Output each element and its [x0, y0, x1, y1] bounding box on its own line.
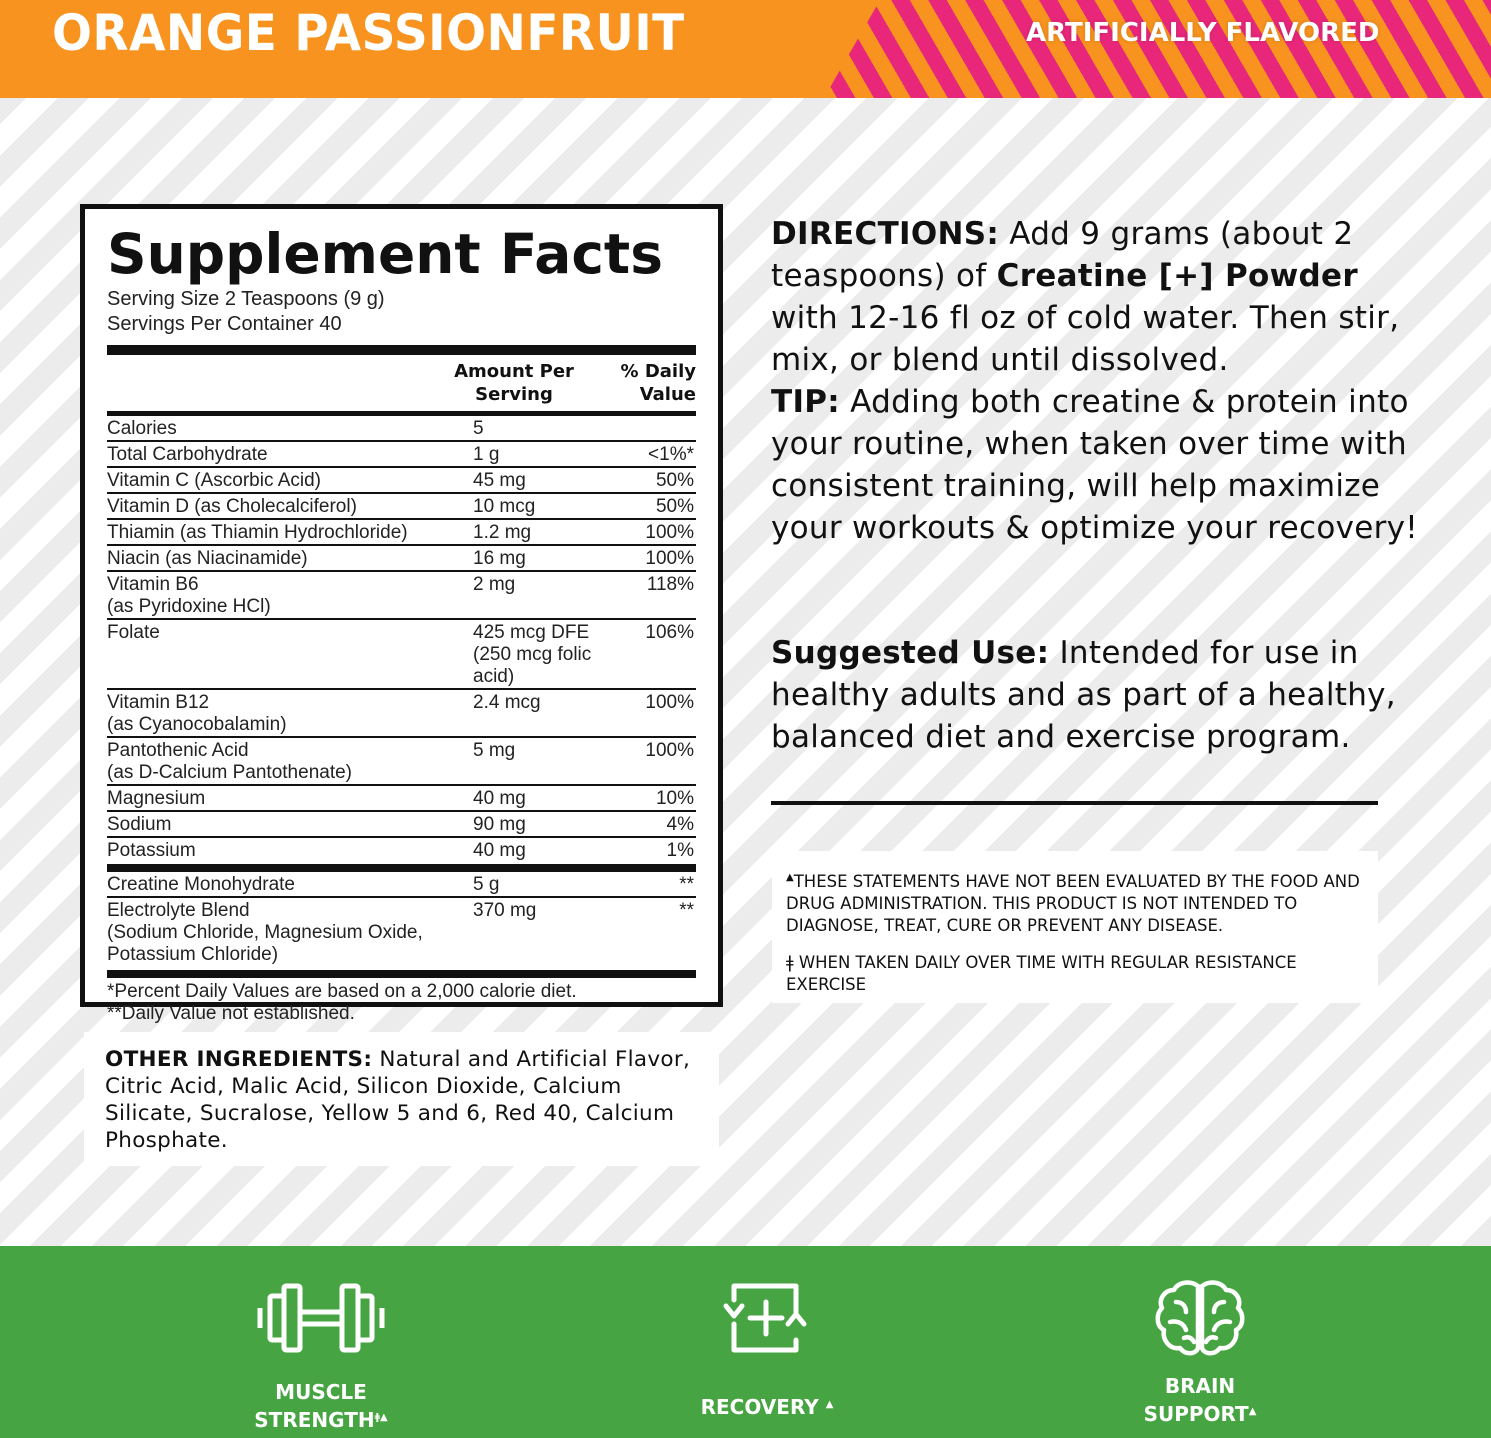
recovery-icon — [722, 1282, 812, 1354]
nutrient-row — [107, 468, 696, 494]
facts-title: Supplement Facts — [107, 222, 663, 286]
nutrient-name: Thiamin (as Thiamin Hydrochloride) — [107, 522, 408, 543]
amount-header-text: Amount Per Serving — [454, 361, 574, 405]
nutrient-row — [107, 690, 696, 738]
nutrient-name: Creatine Monohydrate — [107, 874, 295, 895]
nutrient-row — [107, 738, 696, 786]
nutrient-row — [107, 898, 696, 966]
benefits-footer — [0, 1246, 1491, 1438]
brain-icon — [1154, 1278, 1246, 1358]
training-disclaimer-text: WHEN TAKEN DAILY OVER TIME WITH REGULAR RESISTANCE EXERCISE — [786, 953, 1297, 994]
nutrient-amount: 90 mg — [473, 814, 526, 835]
servings-per-container: Servings Per Container 40 — [107, 313, 342, 335]
nutrient-row — [107, 572, 696, 620]
section-divider — [771, 801, 1378, 805]
nutrient-row — [107, 838, 696, 864]
nutrient-name: Pantothenic Acid (as D-Calcium Pantothenate) — [107, 740, 352, 783]
footnote-not-established: **Daily Value not established. — [107, 1003, 355, 1024]
nutrient-daily-value: ** — [679, 900, 694, 921]
nutrient-amount: 16 mg — [473, 548, 526, 569]
nutrient-row — [107, 620, 696, 690]
nutrient-daily-value: 1% — [666, 840, 694, 861]
nutrient-daily-value: <1%* — [648, 444, 694, 465]
nutrient-daily-value: 100% — [645, 548, 694, 569]
benefit-mark: ▲ — [1248, 1406, 1257, 1417]
divider-thick — [107, 345, 696, 355]
nutrient-name: Vitamin D (as Cholecalciferol) — [107, 496, 357, 517]
benefit-brain-support — [1070, 1278, 1330, 1427]
other-ingredients-heading: OTHER INGREDIENTS: — [105, 1047, 373, 1072]
nutrient-name: Magnesium — [107, 788, 206, 809]
nutrient-amount: 5 mg — [473, 740, 516, 761]
supplement-facts-panel — [80, 204, 723, 1024]
flavor-banner — [0, 0, 1491, 98]
nutrient-row — [107, 872, 696, 898]
nutrient-amount: 2 mg — [473, 574, 516, 595]
nutrient-amount: 45 mg — [473, 470, 526, 491]
suggested-use-label: Suggested Use: — [771, 635, 1050, 671]
nutrient-amount: 5 — [473, 418, 484, 439]
serving-size: Serving Size 2 Teaspoons (9 g) — [107, 288, 385, 310]
other-ingredients-text: Natural and Artificial Flavor, Citric Acid, Malic Acid, Silicon Dioxide, Calcium Silicate, Sucralose, Yellow 5 and 6, Red 40, Calcium Phosphate. — [105, 1047, 691, 1153]
double-dagger-mark: ǂ — [786, 953, 794, 972]
tip-text: Adding both creatine & protein into your routine, when taken over time with consistent training, will help maximize your workouts & optimize your recovery! — [771, 384, 1419, 546]
nutrient-daily-value: 50% — [655, 470, 694, 491]
nutrient-amount: 40 mg — [473, 840, 526, 861]
facts-footnotes — [107, 978, 696, 1025]
nutrient-daily-value: 50% — [655, 496, 694, 517]
benefit-label — [1070, 1374, 1330, 1427]
nutrient-daily-value: ** — [679, 874, 694, 895]
product-name: Creatine [+] Powder — [996, 258, 1358, 294]
nutrient-daily-value: 100% — [645, 692, 694, 713]
suggested-use-text: Intended for use in healthy adults and as part of a healthy, balanced diet and exercise program. — [771, 635, 1396, 755]
flavor-note: ARTIFICIALLY FLAVORED — [1026, 18, 1380, 48]
nutrient-daily-value: 100% — [645, 522, 694, 543]
nutrient-name: Folate — [107, 622, 160, 643]
ingredient-rows — [107, 872, 696, 966]
benefit-mark: ▲ — [825, 1399, 834, 1410]
footnote-daily-values: *Percent Daily Values are based on a 2,000 calorie diet. — [107, 981, 577, 1002]
tip-label: TIP: — [771, 384, 840, 420]
fda-disclaimer — [786, 867, 1364, 937]
other-ingredients — [84, 1032, 719, 1166]
daily-value-header — [599, 360, 696, 406]
directions-block — [771, 213, 1431, 549]
nutrient-name: Total Carbohydrate — [107, 444, 268, 465]
nutrient-amount: 10 mcg — [473, 496, 536, 517]
nutrient-amount: 1 g — [473, 444, 500, 465]
dumbbell-icon — [256, 1282, 386, 1354]
nutrient-daily-value: 118% — [646, 574, 694, 595]
nutrient-name: Potassium — [107, 840, 196, 861]
divider-separator — [107, 864, 696, 872]
nutrient-row — [107, 416, 696, 442]
flavor-title: ORANGE PASSIONFRUIT — [52, 4, 685, 62]
nutrient-amount: 5 g — [473, 874, 500, 895]
dv-header-text: % Daily Value — [620, 361, 696, 405]
directions-text: Add 9 grams (about 2 teaspoons) of — [771, 216, 1354, 294]
nutrient-amount: 2.4 mcg — [473, 692, 541, 713]
nutrient-name: Calories — [107, 418, 177, 439]
nutrient-rows — [107, 416, 696, 864]
nutrient-name: Niacin (as Niacinamide) — [107, 548, 308, 569]
nutrient-amount: 425 mcg DFE (250 mcg folic acid) — [473, 622, 592, 687]
nutrient-row — [107, 786, 696, 812]
facts-column-headers — [107, 355, 696, 411]
training-disclaimer — [786, 952, 1364, 996]
nutrient-name: Vitamin B12 (as Cyanocobalamin) — [107, 692, 287, 735]
benefit-label — [637, 1392, 897, 1420]
nutrient-amount: 370 mg — [473, 900, 537, 921]
nutrient-name: Electrolyte Blend (Sodium Chloride, Magnesium Oxide, Potassium Chloride) — [107, 900, 423, 965]
disclaimer-box — [772, 851, 1378, 1003]
banner-stripes — [800, 0, 1491, 98]
nutrient-row — [107, 546, 696, 572]
nutrient-daily-value: 4% — [666, 814, 694, 835]
nutrient-daily-value — [623, 418, 696, 440]
nutrient-name: Vitamin C (Ascorbic Acid) — [107, 470, 321, 491]
fda-disclaimer-text: THESE STATEMENTS HAVE NOT BEEN EVALUATED BY THE FOOD AND DRUG ADMINISTRATION. THIS PRODUCT IS NOT INTENDED TO DIAGNOSE, TREAT, CURE OR PREVENT ANY DISEASE. — [786, 872, 1360, 935]
suggested-use-block — [771, 632, 1431, 758]
directions-label: DIRECTIONS: — [771, 216, 1000, 252]
recovery-label: RECOVERY — [700, 1395, 819, 1419]
nutrient-daily-value: 100% — [645, 740, 694, 761]
triangle-mark: ▲ — [786, 872, 794, 883]
nutrient-row — [107, 494, 696, 520]
nutrient-row — [107, 520, 696, 546]
nutrient-daily-value: 106% — [645, 622, 694, 643]
divider-separator — [107, 970, 696, 978]
nutrient-row — [107, 812, 696, 838]
muscle-strength-label: MUSCLE STRENGTH — [254, 1380, 375, 1432]
nutrient-row — [107, 442, 696, 468]
brain-support-label: BRAIN SUPPORT — [1143, 1374, 1249, 1426]
nutrient-amount: 40 mg — [473, 788, 526, 809]
nutrient-name: Vitamin B6 (as Pyridoxine HCl) — [107, 574, 271, 617]
amount-per-serving-header — [429, 360, 599, 406]
nutrient-amount: 1.2 mg — [473, 522, 532, 543]
nutrient-daily-value: 10% — [655, 788, 694, 809]
benefit-recovery — [637, 1282, 897, 1420]
directions-text-2: with 12-16 fl oz of cold water. Then stir, mix, or blend until dissolved. — [771, 300, 1400, 378]
nutrient-name: Sodium — [107, 814, 172, 835]
benefit-mark: ǂ▲ — [374, 1412, 388, 1423]
benefit-muscle-strength — [191, 1282, 451, 1433]
benefit-label — [191, 1380, 451, 1433]
